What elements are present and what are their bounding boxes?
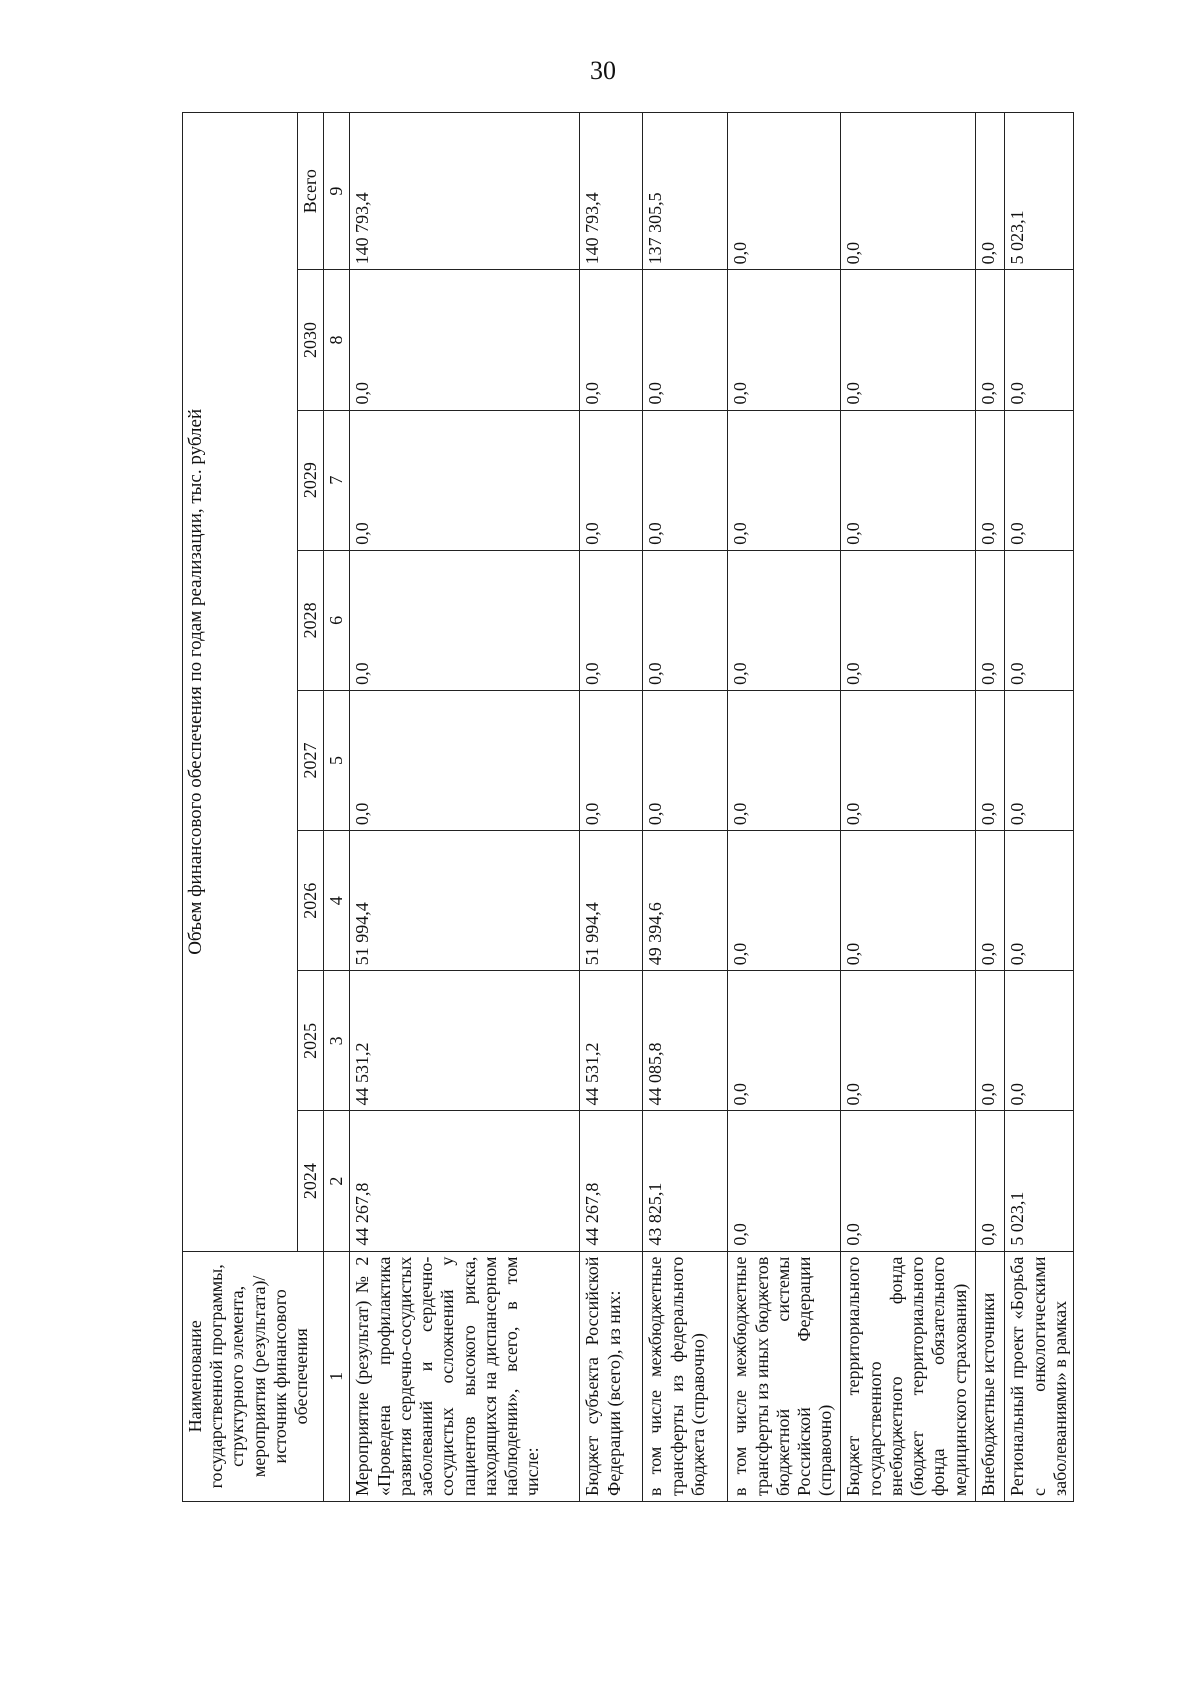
table-row [841, 113, 976, 1502]
row-value: 0,0 [350, 690, 580, 830]
row-name: Бюджет субъекта Российской Федерации (всего), из них: [580, 1251, 643, 1501]
row-total: 137 305,5 [643, 113, 728, 270]
row-value: 0,0 [580, 690, 643, 830]
row-value: 0,0 [976, 550, 1005, 690]
row-value: 0,0 [728, 690, 841, 830]
financing-table [182, 112, 1074, 1502]
row-value: 0,0 [643, 270, 728, 410]
row-value: 49 394,6 [643, 831, 728, 971]
row-value: 0,0 [841, 1111, 976, 1251]
row-value: 0,0 [643, 690, 728, 830]
rotated-table-wrapper [182, 112, 1090, 1502]
year-header: 2025 [298, 971, 324, 1111]
year-header: 2029 [298, 410, 324, 550]
row-value: 0,0 [841, 550, 976, 690]
year-header: 2026 [298, 831, 324, 971]
row-value: 0,0 [976, 971, 1005, 1111]
row-value: 0,0 [350, 270, 580, 410]
table-row [580, 113, 643, 1502]
row-value: 51 994,4 [350, 831, 580, 971]
row-value: 0,0 [976, 270, 1005, 410]
row-total: 140 793,4 [580, 113, 643, 270]
row-value: 0,0 [841, 270, 976, 410]
row-total: 0,0 [976, 113, 1005, 270]
column-index: 8 [324, 270, 350, 410]
row-total: 140 793,4 [350, 113, 580, 270]
row-value: 0,0 [976, 1111, 1005, 1251]
row-total: 0,0 [728, 113, 841, 270]
total-header: Всего [298, 113, 324, 270]
row-value: 0,0 [728, 971, 841, 1111]
year-header: 2024 [298, 1111, 324, 1251]
year-header: 2028 [298, 550, 324, 690]
row-value: 44 267,8 [350, 1111, 580, 1251]
rotated-table-inner [182, 112, 1090, 1502]
row-value: 0,0 [841, 690, 976, 830]
row-value: 0,0 [1005, 690, 1074, 830]
row-value: 0,0 [841, 410, 976, 550]
row-value: 0,0 [1005, 410, 1074, 550]
row-name: Мероприятие (результат) № 2 «Проведена профилактика развития сердечно-сосудистых заболеваний и сердечно-сосудистых осложнений у пациентов высокого риска, находящихся на диспансерном наблюдении», всего, в том числе: [350, 1251, 580, 1501]
row-value: 44 531,2 [350, 971, 580, 1111]
name-column-header: Наименование государственной программы, структурного элемента, мероприятия (результата)/источник финансового обеспечения [183, 1251, 324, 1501]
year-header: 2030 [298, 270, 324, 410]
table-row [976, 113, 1005, 1502]
column-index: 2 [324, 1111, 350, 1251]
row-value: 0,0 [643, 410, 728, 550]
year-header: 2027 [298, 690, 324, 830]
row-value: 0,0 [728, 550, 841, 690]
row-value: 0,0 [728, 410, 841, 550]
row-value: 0,0 [580, 270, 643, 410]
row-value: 0,0 [728, 270, 841, 410]
column-index: 6 [324, 550, 350, 690]
column-index: 9 [324, 113, 350, 270]
table-row [728, 113, 841, 1502]
row-value: 44 531,2 [580, 971, 643, 1111]
row-name: Региональный проект «Борьба с онкологическими заболеваниями» в рамках [1005, 1251, 1074, 1501]
row-value: 0,0 [643, 550, 728, 690]
row-total: 0,0 [841, 113, 976, 270]
page-number: 30 [590, 56, 616, 85]
column-index: 5 [324, 690, 350, 830]
row-value: 0,0 [580, 410, 643, 550]
row-name: в том числе межбюджетные трансферты из федерального бюджета (справочно) [643, 1251, 728, 1501]
column-index: 7 [324, 410, 350, 550]
row-name: в том числе межбюджетные трансферты из иных бюджетов бюджетной системы Российской Федерации (справочно) [728, 1251, 841, 1501]
column-index: 4 [324, 831, 350, 971]
table-row [350, 113, 580, 1502]
row-value: 0,0 [1005, 550, 1074, 690]
row-value: 0,0 [1005, 270, 1074, 410]
row-value: 0,0 [1005, 971, 1074, 1111]
row-value: 0,0 [350, 550, 580, 690]
row-value: 5 023,1 [1005, 1111, 1074, 1251]
row-value: 0,0 [976, 690, 1005, 830]
row-name: Бюджет территориального государственного внебюджетного фонда (бюджет территориального фонда обязательного медицинского страхования) [841, 1251, 976, 1501]
row-value: 0,0 [350, 410, 580, 550]
row-value: 43 825,1 [643, 1111, 728, 1251]
row-value: 0,0 [841, 971, 976, 1111]
table-row [643, 113, 728, 1502]
row-value: 0,0 [580, 550, 643, 690]
row-total: 5 023,1 [1005, 113, 1074, 270]
column-index: 1 [324, 1251, 350, 1501]
row-value: 51 994,4 [580, 831, 643, 971]
table-row [1005, 113, 1074, 1502]
column-index: 3 [324, 971, 350, 1111]
row-name: Внебюджетные источники [976, 1251, 1005, 1501]
volume-group-header: Объем финансового обеспечения по годам реализации, тыс. рублей [183, 113, 298, 1252]
row-value: 0,0 [841, 831, 976, 971]
row-value: 0,0 [728, 1111, 841, 1251]
row-value: 0,0 [1005, 831, 1074, 971]
row-value: 44 267,8 [580, 1111, 643, 1251]
row-value: 0,0 [976, 831, 1005, 971]
row-value: 0,0 [728, 831, 841, 971]
row-value: 44 085,8 [643, 971, 728, 1111]
row-value: 0,0 [976, 410, 1005, 550]
